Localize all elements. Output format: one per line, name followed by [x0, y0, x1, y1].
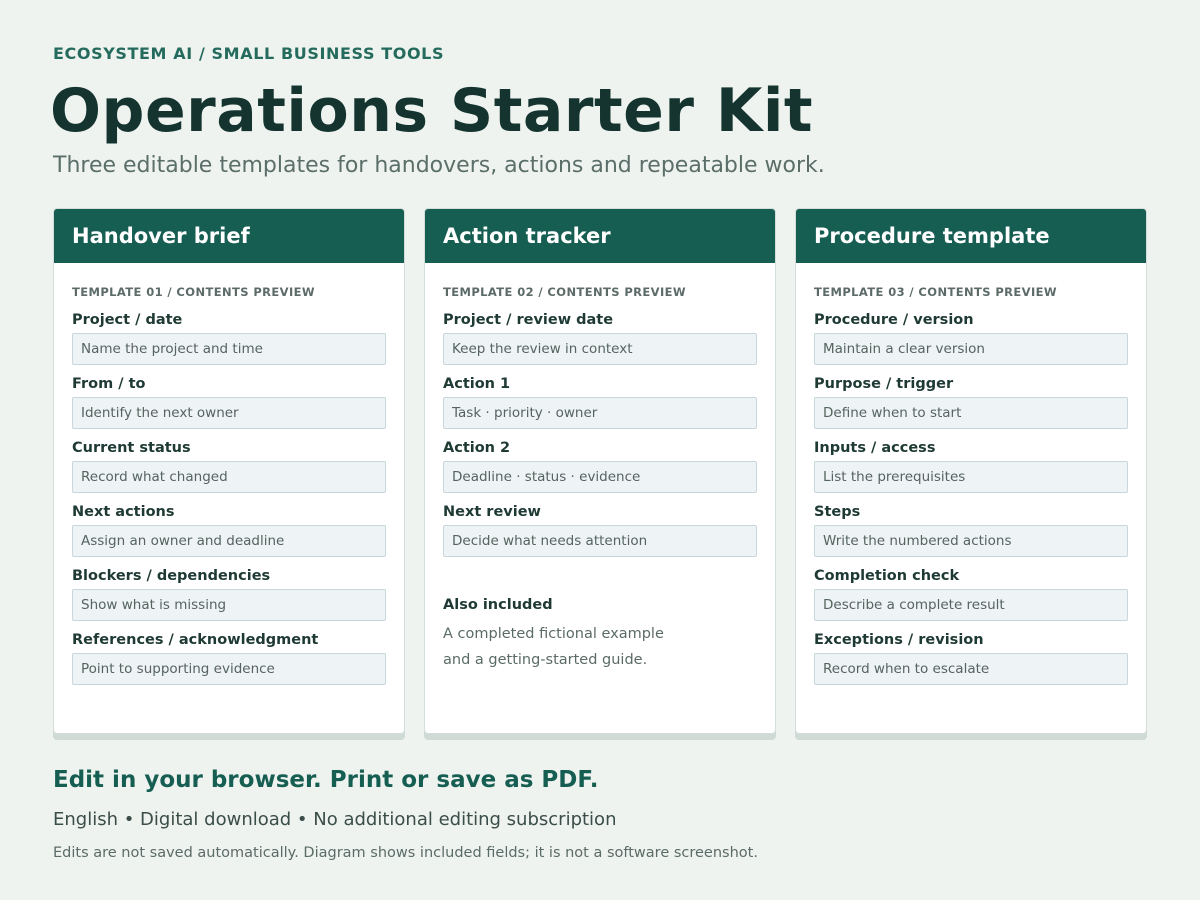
field-label: Purpose / trigger	[814, 376, 954, 392]
field-label: Blockers / dependencies	[72, 568, 271, 584]
field-label: From / to	[72, 376, 146, 392]
field-placeholder: Name the project and time	[72, 333, 386, 365]
field-placeholder: Decide what needs attention	[443, 525, 757, 557]
field-placeholder: Describe a complete result	[814, 589, 1128, 621]
field-label: Next review	[443, 504, 541, 520]
field-placeholder: Identify the next owner	[72, 397, 386, 429]
field-label: Completion check	[814, 568, 960, 584]
disclaimer-note: Edits are not saved automatically. Diagram shows included fields; it is not a software screenshot.	[53, 845, 758, 861]
field-placeholder: Maintain a clear version	[814, 333, 1128, 365]
field-placeholder: Show what is missing	[72, 589, 386, 621]
page-title: Operations Starter Kit	[50, 76, 814, 146]
field-label: Action 2	[443, 440, 511, 456]
also-included-text: A completed fictional example and a getting-started guide.	[443, 626, 664, 668]
page-subtitle: Three editable templates for handovers, actions and repeatable work.	[53, 153, 825, 178]
field-label: Exceptions / revision	[814, 632, 984, 648]
card-title: Action tracker	[425, 209, 775, 263]
field-placeholder: Define when to start	[814, 397, 1128, 429]
field-placeholder: Task · priority · owner	[443, 397, 757, 429]
field-placeholder: List the prerequisites	[814, 461, 1128, 493]
field-placeholder: Deadline · status · evidence	[443, 461, 757, 493]
template-card-handover	[53, 208, 405, 734]
field-label: Action 1	[443, 376, 511, 392]
field-label: Steps	[814, 504, 861, 520]
field-placeholder: Point to supporting evidence	[72, 653, 386, 685]
card-kicker: TEMPLATE 01 / CONTENTS PREVIEW	[72, 285, 315, 299]
product-meta: English • Digital download • No additional editing subscription	[53, 809, 617, 830]
card-title: Handover brief	[54, 209, 404, 263]
brand-breadcrumb: ECOSYSTEM AI / SMALL BUSINESS TOOLS	[53, 44, 445, 63]
field-label: Inputs / access	[814, 440, 936, 456]
also-included-title: Also included	[443, 597, 553, 613]
field-placeholder: Keep the review in context	[443, 333, 757, 365]
card-title: Procedure template	[796, 209, 1146, 263]
footer-headline: Edit in your browser. Print or save as PDF.	[53, 767, 599, 793]
field-label: Next actions	[72, 504, 175, 520]
template-card-procedure	[795, 208, 1147, 734]
field-label: Project / review date	[443, 312, 614, 328]
field-placeholder: Record when to escalate	[814, 653, 1128, 685]
field-label: Project / date	[72, 312, 183, 328]
card-kicker: TEMPLATE 03 / CONTENTS PREVIEW	[814, 285, 1057, 299]
field-placeholder: Write the numbered actions	[814, 525, 1128, 557]
card-kicker: TEMPLATE 02 / CONTENTS PREVIEW	[443, 285, 686, 299]
template-card-action-tracker	[424, 208, 776, 734]
field-label: Current status	[72, 440, 191, 456]
field-label: References / acknowledgment	[72, 632, 319, 648]
also-included	[443, 597, 757, 673]
field-label: Procedure / version	[814, 312, 974, 328]
field-placeholder: Assign an owner and deadline	[72, 525, 386, 557]
field-placeholder: Record what changed	[72, 461, 386, 493]
